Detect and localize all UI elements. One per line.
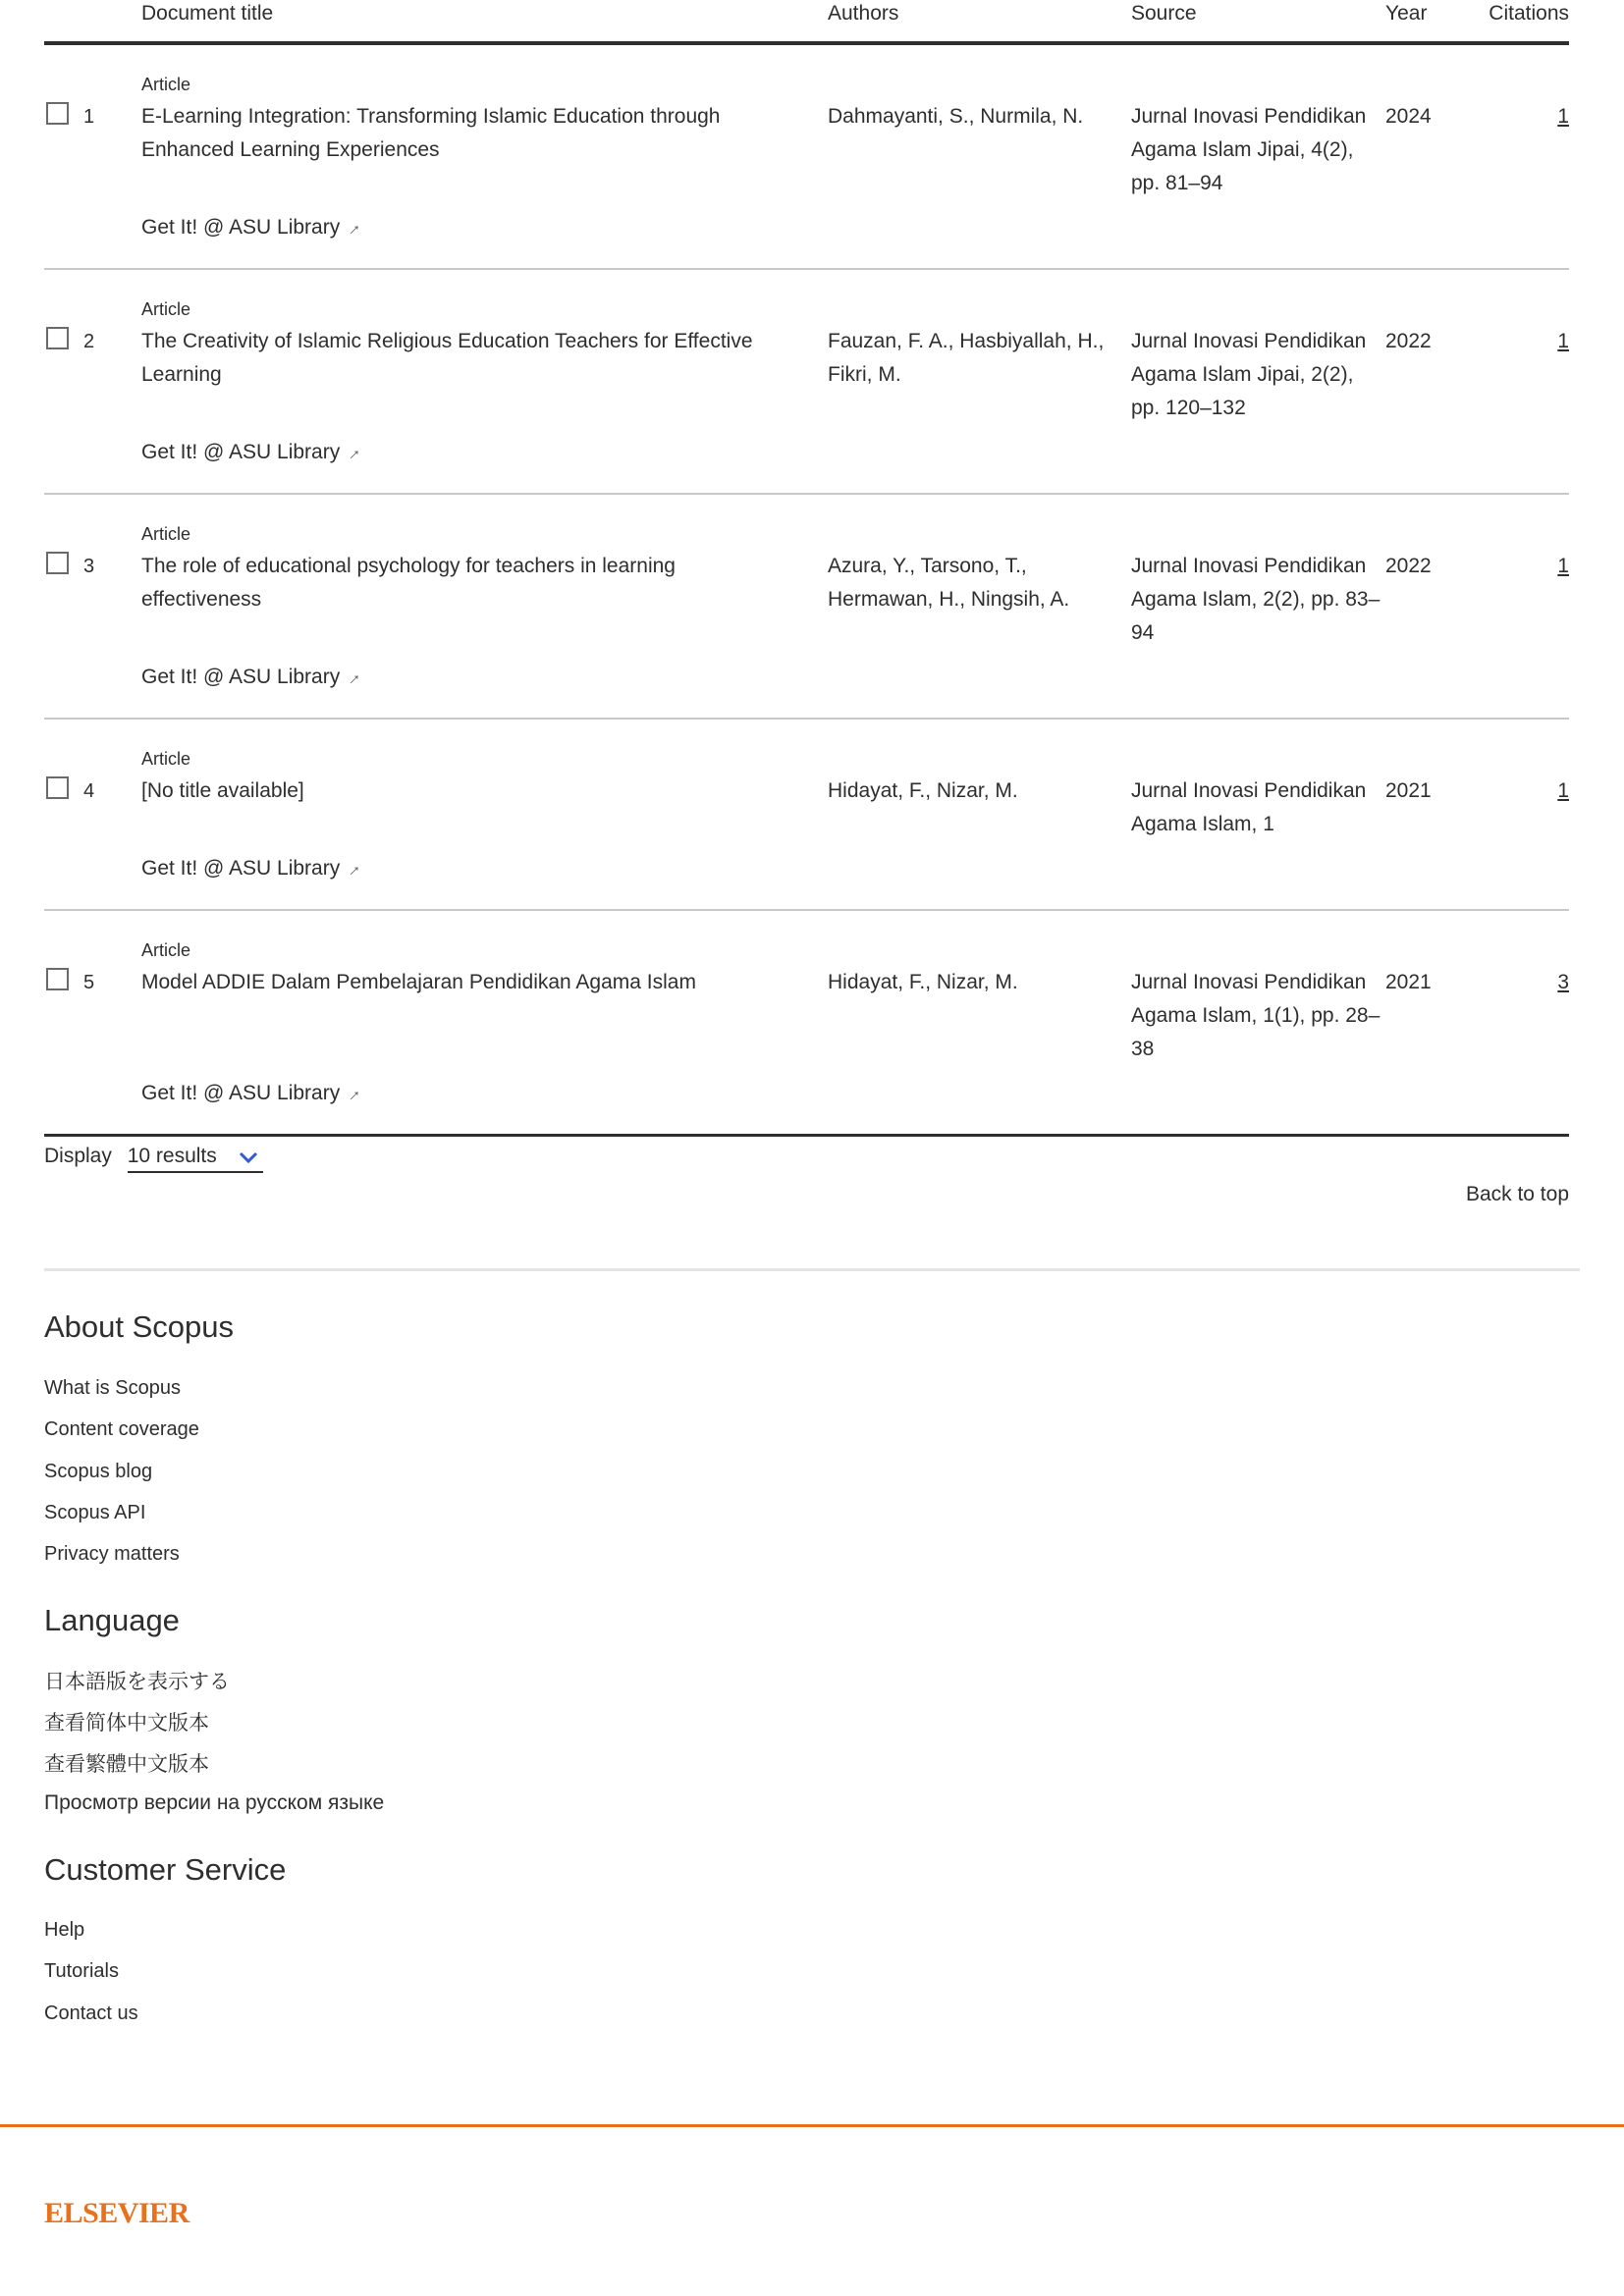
footer-link-help[interactable]: Help: [44, 1919, 85, 1941]
citations-count-link[interactable]: 1: [1557, 105, 1569, 128]
document-year: 2022: [1385, 330, 1432, 352]
external-link-icon: →: [339, 439, 366, 466]
get-it-label: Get It! @ ASU Library: [141, 216, 341, 239]
get-it-label: Get It! @ ASU Library: [141, 1082, 341, 1104]
document-year: 2021: [1385, 779, 1432, 802]
footer-about-title: About Scopus: [44, 1309, 235, 1344]
external-link-icon: →: [339, 664, 366, 691]
table-row: [44, 45, 1569, 270]
footer-link-what-is-scopus[interactable]: What is Scopus: [44, 1377, 181, 1399]
elsevier-logo[interactable]: ELSEVIER: [44, 2197, 189, 2229]
document-authors[interactable]: Fauzan, F. A., Hasbiyallah, H., Fikri, M.: [828, 330, 1105, 386]
document-type: Article: [141, 75, 191, 94]
column-header-source[interactable]: Source: [1131, 2, 1197, 25]
get-it-library-link[interactable]: [141, 214, 366, 241]
footer-customer-service-title: Customer Service: [44, 1852, 287, 1887]
footer-language-title: Language: [44, 1603, 180, 1637]
get-it-library-link[interactable]: [141, 855, 366, 882]
document-title-link[interactable]: The role of educational psychology for teachers in learning effectiveness: [141, 555, 676, 611]
footer-divider: [44, 1268, 1580, 1271]
display-label: Display: [44, 1145, 112, 1167]
get-it-library-link[interactable]: [141, 664, 366, 691]
document-authors[interactable]: Hidayat, F., Nizar, M.: [828, 971, 1018, 993]
row-select-checkbox[interactable]: [46, 776, 69, 799]
row-select-checkbox[interactable]: [46, 327, 69, 349]
column-header-citations[interactable]: Citations: [1489, 2, 1569, 25]
row-select-checkbox[interactable]: [46, 102, 69, 125]
chevron-down-icon: [238, 1147, 259, 1168]
row-number: 5: [83, 972, 95, 993]
column-header-year[interactable]: Year: [1385, 2, 1428, 25]
external-link-icon: →: [339, 214, 366, 241]
language-link-simplified-chinese[interactable]: 查看简体中文版本: [44, 1712, 209, 1735]
document-title-link[interactable]: [No title available]: [141, 779, 304, 802]
footer-link-scopus-blog[interactable]: Scopus blog: [44, 1461, 153, 1482]
external-link-icon: →: [339, 1080, 366, 1107]
results-per-page-value: 10 results: [127, 1145, 217, 1167]
results-per-page: [44, 1145, 263, 1173]
document-type: Article: [141, 299, 191, 319]
row-select-checkbox[interactable]: [46, 968, 69, 990]
document-authors[interactable]: Dahmayanti, S., Nurmila, N.: [828, 105, 1084, 128]
citations-count-link[interactable]: 1: [1557, 779, 1569, 802]
footer-link-contact-us[interactable]: Contact us: [44, 2002, 138, 2024]
document-title-link[interactable]: E-Learning Integration: Transforming Islamic Education through Enhanced Learning Experiences: [141, 105, 721, 161]
row-number: 2: [83, 331, 95, 352]
table-row: [44, 270, 1569, 495]
document-year: 2024: [1385, 105, 1432, 128]
footer-link-scopus-api[interactable]: Scopus API: [44, 1502, 146, 1523]
document-year: 2021: [1385, 971, 1432, 993]
document-type: Article: [141, 940, 191, 960]
document-source: Jurnal Inovasi Pendidikan Agama Islam, 1: [1131, 779, 1367, 835]
results-per-page-select[interactable]: [128, 1145, 263, 1173]
document-authors[interactable]: Hidayat, F., Nizar, M.: [828, 779, 1018, 802]
column-header-title[interactable]: Document title: [141, 2, 274, 25]
get-it-library-link[interactable]: [141, 1080, 366, 1107]
footer-orange-rule: [0, 2124, 1624, 2127]
document-source: Jurnal Inovasi Pendidikan Agama Islam, 2(2), pp. 83–94: [1131, 555, 1380, 644]
document-source: Jurnal Inovasi Pendidikan Agama Islam Jipai, 2(2), pp. 120–132: [1131, 330, 1367, 419]
citations-count-link[interactable]: 1: [1557, 330, 1569, 352]
table-row: [44, 911, 1569, 1137]
get-it-label: Get It! @ ASU Library: [141, 857, 341, 880]
footer-link-content-coverage[interactable]: Content coverage: [44, 1418, 199, 1440]
document-source: Jurnal Inovasi Pendidikan Agama Islam, 1(1), pp. 28–38: [1131, 971, 1380, 1060]
get-it-library-link[interactable]: [141, 439, 366, 466]
document-authors[interactable]: Azura, Y., Tarsono, T., Hermawan, H., Ningsih, A.: [828, 555, 1070, 611]
document-title-link[interactable]: The Creativity of Islamic Religious Education Teachers for Effective Learning: [141, 330, 753, 386]
citations-count-link[interactable]: 3: [1557, 971, 1569, 993]
language-link-russian[interactable]: Просмотр версии на русском языке: [44, 1791, 385, 1814]
footer-link-tutorials[interactable]: Tutorials: [44, 1960, 119, 1982]
back-to-top-link[interactable]: Back to top: [1465, 1183, 1569, 1205]
language-link-traditional-chinese[interactable]: 查看繁體中文版本: [44, 1753, 209, 1776]
language-link-japanese[interactable]: 日本語版を表示する: [44, 1671, 230, 1693]
external-link-icon: →: [339, 855, 366, 882]
citations-count-link[interactable]: 1: [1557, 555, 1569, 577]
table-row: [44, 720, 1569, 911]
row-number: 4: [83, 780, 95, 802]
document-year: 2022: [1385, 555, 1432, 577]
results-table-header: [44, 0, 1569, 45]
table-row: [44, 495, 1569, 720]
footer-link-privacy-matters[interactable]: Privacy matters: [44, 1543, 180, 1565]
row-select-checkbox[interactable]: [46, 552, 69, 574]
column-header-authors[interactable]: Authors: [828, 2, 899, 25]
document-title-link[interactable]: Model ADDIE Dalam Pembelajaran Pendidikan Agama Islam: [141, 971, 696, 993]
document-source: Jurnal Inovasi Pendidikan Agama Islam Jipai, 4(2), pp. 81–94: [1131, 105, 1367, 194]
document-type: Article: [141, 524, 191, 544]
get-it-label: Get It! @ ASU Library: [141, 441, 341, 463]
row-number: 3: [83, 556, 95, 577]
row-number: 1: [83, 106, 95, 128]
document-type: Article: [141, 749, 191, 769]
get-it-label: Get It! @ ASU Library: [141, 666, 341, 688]
